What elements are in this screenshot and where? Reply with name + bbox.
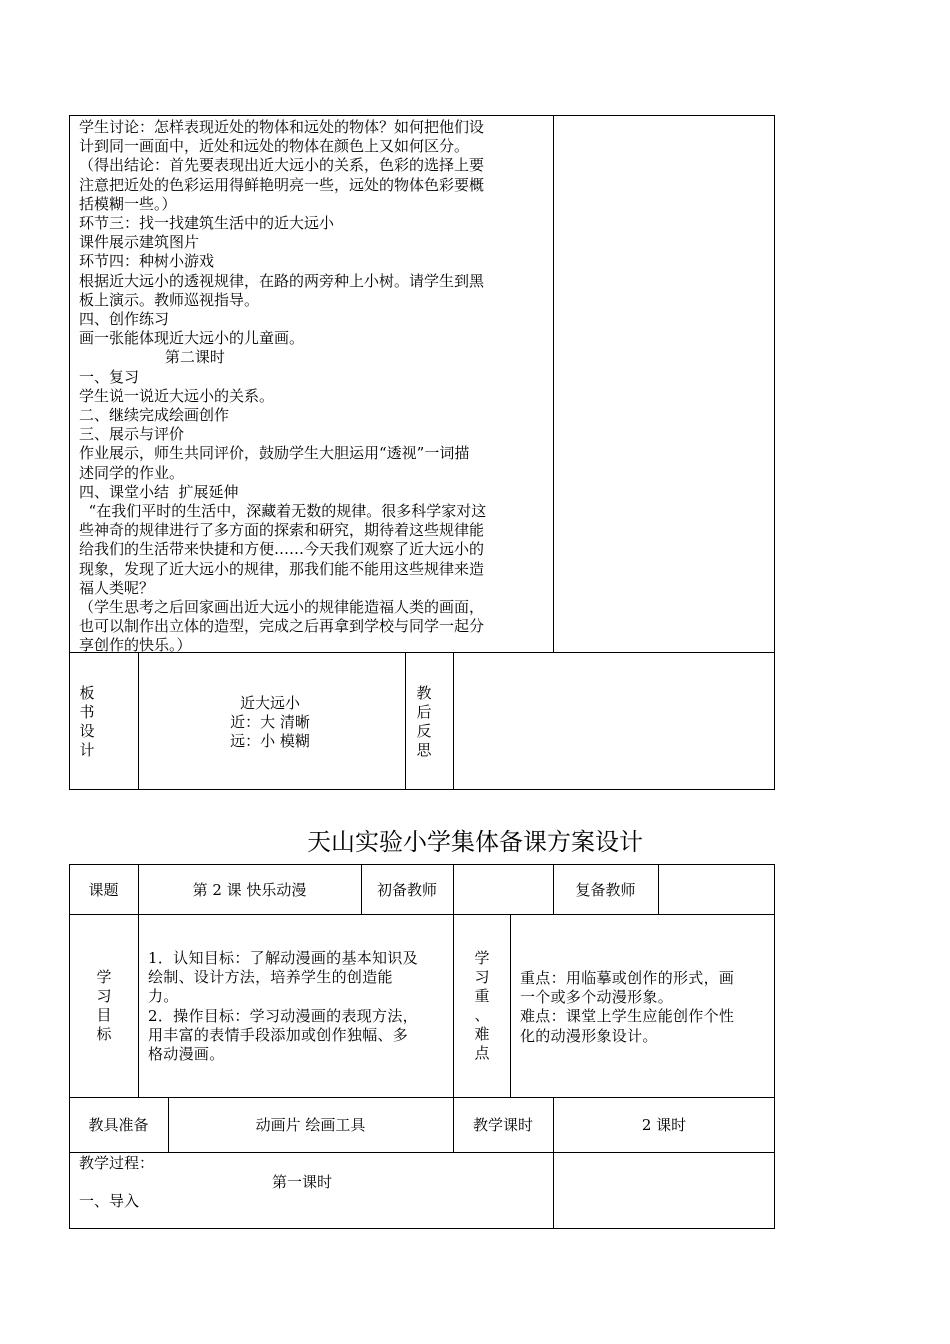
row2-div3 — [510, 914, 511, 1098]
keypoints-content — [520, 969, 770, 1046]
objective-line: 力。 — [148, 987, 179, 1006]
process-line: 些神奇的规律进行了多方面的探索和研究，期待着这些规律能 — [79, 521, 485, 540]
label-char: 思 — [416, 741, 432, 759]
process-line: 二、继续完成绘画创作 — [79, 406, 230, 425]
intro-heading: 一、导入 — [79, 1192, 140, 1210]
process-line: 计到同一画面中，近处和远处的物体在颜色上又如何区分。 — [79, 137, 470, 156]
hours-label: 教学课时 — [472, 1116, 533, 1134]
label-char: 板 — [79, 684, 95, 702]
process-line: 也可以制作出立体的造型，完成之后再拿到学校与同学一起分 — [79, 617, 485, 636]
process-line: 环节三：找一找建筑生活中的近大远小 — [79, 214, 335, 233]
initial-teacher-label: 初备教师 — [376, 881, 437, 899]
reflection-label — [414, 684, 434, 760]
label-char: 、 — [474, 1006, 490, 1024]
process-line: 学生说一说近大远小的关系。 — [79, 386, 275, 405]
row4-div1 — [553, 1152, 554, 1229]
process-line: “在我们平时的生活中，深藏着无数的规律。很多科学家对这 — [79, 502, 487, 521]
teaching-process-continued — [79, 118, 549, 656]
keypoint-line: 化的动漫形象设计。 — [520, 1026, 658, 1045]
process-line: 述同学的作业。 — [79, 463, 185, 482]
objective-line: 1．认知目标：了解动漫画的基本知识及 — [148, 949, 418, 967]
label-char: 点 — [474, 1044, 490, 1062]
board-line: 近：大 清晰 — [230, 713, 310, 732]
process-label: 教学过程： — [79, 1154, 155, 1172]
keypoints-label — [472, 949, 492, 1063]
process-line: 注意把近处的色彩运用得鲜艳明亮一些，远处的物体色彩要概 — [79, 175, 485, 194]
process-line: 板上演示。教师巡视指导。 — [79, 290, 260, 309]
topic-value: 第 2 课 快乐动漫 — [192, 881, 307, 899]
board-line: 近大远小 — [239, 694, 300, 712]
row1-div5 — [658, 864, 659, 915]
label-char: 设 — [79, 722, 95, 740]
process-line: 一、复习 — [79, 367, 140, 386]
process-line: 学生讨论：怎样表现近处的物体和远处的物体？如何把他们设 — [79, 118, 485, 136]
process-line: 享创作的快乐。） — [79, 636, 192, 655]
reflection-label-divider — [453, 652, 454, 790]
topic-label: 课题 — [88, 881, 119, 899]
label-char: 标 — [96, 1025, 112, 1043]
objectives-label — [94, 968, 114, 1044]
tools-value: 动画片 绘画工具 — [255, 1116, 366, 1134]
page-title: 天山实验小学集体备课方案设计 — [307, 828, 643, 856]
board-line: 远：小 模糊 — [230, 732, 310, 751]
label-char: 后 — [416, 703, 432, 721]
process-line: 根据近大远小的透视规律，在路的两旁种上小树。请学生到黑 — [79, 271, 485, 290]
process-line: 课件展示建筑图片 — [79, 233, 200, 252]
keypoint-line: 难点：课堂上学生应能创作个性 — [520, 1007, 735, 1026]
row2-div2 — [453, 914, 454, 1098]
label-char: 难 — [474, 1025, 490, 1043]
label-char: 目 — [96, 1006, 112, 1024]
objective-line: 格动漫画。 — [148, 1045, 225, 1064]
hours-value: 2 课时 — [641, 1116, 687, 1134]
row2-bottom — [69, 1097, 775, 1098]
row2-div1 — [138, 914, 139, 1098]
label-char: 教 — [416, 684, 432, 702]
keypoint-line: 一个或多个动漫形象。 — [520, 988, 674, 1007]
first-lesson-label: 第一课时 — [272, 1173, 333, 1191]
label-char: 习 — [474, 968, 490, 986]
process-line: 画一张能体现近大远小的儿童画。 — [79, 329, 305, 348]
tools-label: 教具准备 — [88, 1116, 149, 1134]
label-char: 反 — [416, 722, 432, 740]
label-char: 习 — [96, 987, 112, 1005]
process-line: 三、展示与评价 — [79, 425, 185, 444]
row1-div3 — [453, 864, 454, 915]
process-line: 括模糊一些。） — [79, 194, 177, 213]
objectives-content — [148, 949, 448, 1064]
process-line: 四、课堂小结 扩展延伸 — [79, 482, 239, 501]
label-char: 重 — [474, 987, 490, 1005]
board-label-divider — [138, 652, 139, 790]
process-line: 福人类呢？ — [79, 578, 155, 597]
row1-bottom — [69, 914, 775, 915]
process-line: 四、创作练习 — [79, 310, 170, 329]
label-char: 书 — [79, 703, 95, 721]
review-teacher-label: 复备教师 — [575, 881, 636, 899]
process-line: 给我们的生活带来快捷和方便……今天我们观察了近大远小的 — [79, 540, 485, 559]
objective-line: 2．操作目标：学习动漫画的表现方法， — [148, 1006, 418, 1025]
label-char: 学 — [96, 968, 112, 986]
label-char: 学 — [474, 949, 490, 967]
process-line: （得出结论：首先要表现出近大远小的关系，色彩的选择上要 — [79, 156, 485, 175]
objective-line: 绘制、设计方法，培养学生的创造能 — [148, 968, 393, 987]
board-content-divider — [405, 652, 406, 790]
board-design-label — [77, 684, 97, 760]
board-design-content — [200, 694, 340, 752]
label-char: 计 — [79, 741, 95, 759]
process-line: 环节四：种树小游戏 — [79, 252, 215, 271]
objective-line: 用丰富的表情手段添加或创作独幅、多 — [148, 1025, 409, 1044]
row3-bottom — [69, 1152, 775, 1153]
process-line: （学生思考之后回家画出近大远小的规律能造福人类的画面， — [79, 598, 485, 617]
process-line: 第二课时 — [79, 348, 225, 367]
keypoint-line: 重点：用临摹或创作的形式，画 — [520, 969, 735, 987]
process-line: 作业展示，师生共同评价，鼓励学生大胆运用“透视”一词描 — [79, 444, 470, 463]
upper-divider — [553, 115, 554, 653]
process-line: 现象，发现了近大远小的规律，那我们能不能用这些规律来造 — [79, 559, 485, 578]
